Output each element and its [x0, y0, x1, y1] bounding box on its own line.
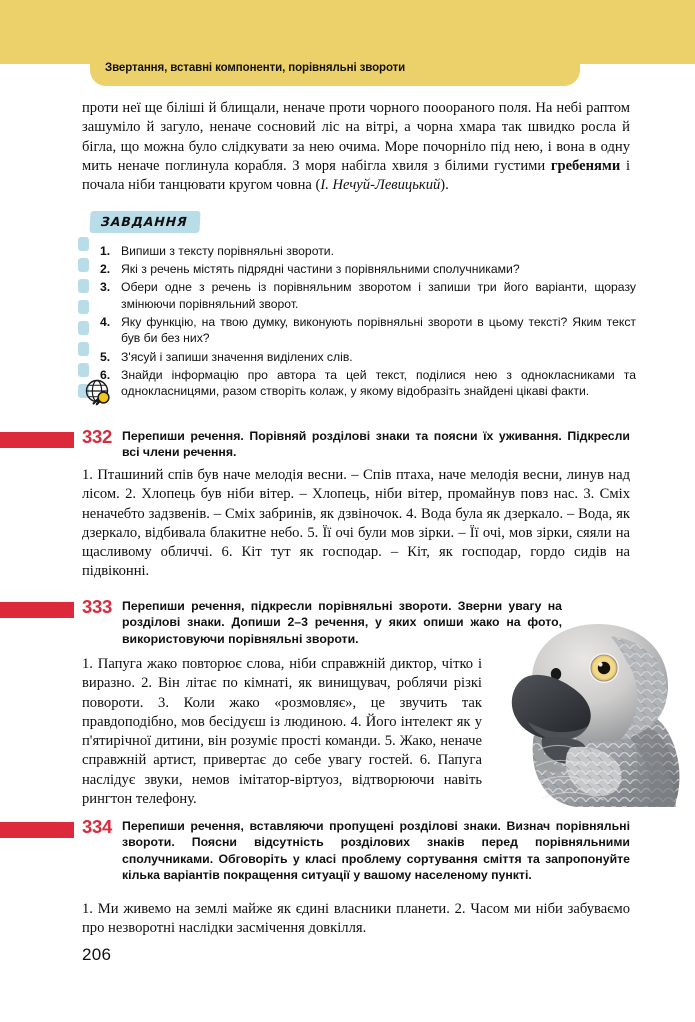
exercise-body-text: 1. Пташиний спів був наче мелодія весни. – Спів птаха, наче мелодія весни, линув над лісом. 2. Хлопець був ніби вітер. – Хлопець, ніби вітер, промайнув повз нас. 3. Сміх неначебто задзвенів. – Сміх забринів, як дзвіночок. 4. Вода була як дзеркало. – Вода, як дзеркало, відбивала блакитне небо. 5. Її очі були мов зірки. – Її очі, мов зірки, сяяли на щасливому обличчі. 6. Кіт тут як господар. – Кіт, як господар, гордо сидів на підвіконні. [82, 467, 630, 580]
exercise-number: 332 [82, 426, 112, 447]
highlighted-word: гребенями [550, 157, 621, 174]
task-text: Випиши з тексту порівняльні звороти. [121, 244, 334, 258]
task-item [96, 314, 636, 347]
exercise-marker-bar [0, 602, 74, 618]
author-attribution: І. Нечуй-Левицький [320, 177, 441, 194]
task-number: 6. [100, 367, 111, 382]
margin-bullet [78, 363, 89, 377]
exercise-marker-bar [0, 822, 74, 838]
task-number: 3. [100, 280, 111, 295]
task-number: 2. [100, 262, 111, 277]
exercise-instruction: Перепиши речення, підкресли порівняльні звороти. Зверни увагу на розділові знаки. Допиши 2–3 речення, у яких опиши жако на фото, використовуючи порівняльні звороти. [122, 599, 562, 646]
task-number: 1. [100, 244, 111, 258]
margin-bullet [78, 279, 89, 293]
intro-text-end: ). [440, 177, 449, 194]
task-text: Які з речень містять підрядні частини з порівняльними сполучниками? [121, 262, 520, 277]
task-item [96, 243, 636, 260]
african-grey-parrot-photo [498, 622, 690, 807]
page-number: 206 [82, 945, 112, 964]
globe-search-icon [84, 378, 114, 408]
margin-bullet [78, 300, 89, 314]
exercise-body-text: 1. Папуга жако повторює слова, ніби справжній диктор, чітко і виразно. 2. Він літає по кімнаті, як винищувач, роблячи різкі повороти. 3. Коли жако «розмовляє», це звучить так правдоподібно, мов бесідуєш із людиною. 4. Його інтелект як у п'ятирічної дитини, він розуміє прості команди. 5. Жако, неначе справжній артист, привертає до себе увагу гостей. 6. Папуга наслідує звуки, немов імітатор-віртуоз, відтворюючи навіть рингтон телефону. [82, 656, 482, 808]
margin-bullet [78, 258, 89, 272]
running-head-title: Звертання, вставні компоненти, порівняльні звороти [105, 62, 406, 74]
tasks-heading-badge: ЗАВДАННЯ [89, 211, 200, 233]
task-item [96, 349, 636, 366]
header-band [0, 0, 695, 64]
task-text: З'ясуй і запиши значення виділених слів. [121, 349, 353, 364]
exercise-instruction: Перепиши речення. Порівняй розділові знаки та поясни їх уживання. Підкресли всі члени речення. [122, 429, 630, 460]
exercise-instruction: Перепиши речення, вставляючи пропущені розділові знаки. Визнач порівняльні звороти. Поясни відсутність розділових знаків перед порівняльними сполучниками. Обговоріть у класі проблему сортування сміття та запропонуйте кілька варіантів покращення ситуації у вашому населеному пункті. [122, 819, 630, 883]
exercise-number: 334 [82, 816, 112, 837]
task-item [96, 261, 636, 278]
margin-bullet [78, 237, 89, 251]
exercise-body-text: 1. Ми живемо на землі майже як єдині власники планети. 2. Часом ми ніби забуваємо про незворотні наслідки засмічення довкілля. [82, 901, 630, 937]
task-item [96, 279, 636, 312]
tasks-list [96, 243, 636, 401]
task-number: 5. [100, 349, 111, 364]
task-text: Обери одне з речень із порівняльним зворотом і запиши три його варіанти, щоразу змінюючи порівняльний зворот. [121, 280, 636, 311]
task-item [96, 367, 636, 400]
intro-text-before: проти неї ще біліші й блищали, неначе проти чорного пооораного поля. На небі раптом зашуміло й загуло, неначе сосновий ліс на вітрі, а чорна хмара так швидко росла й бігла, що можна було слідкувати за нею очима. Море почорніло під нею, і вона в одну мить неначе поглинула корабля. З моря набігла хвиля з білими густими [82, 100, 630, 174]
margin-bullet [78, 321, 89, 335]
task-text: Знайди інформацію про автора та цей текст, поділися нею з однокласниками та однокласницями, разом створіть колаж, у якому відобразіть знайдені цікаві факти. [121, 367, 636, 399]
exercise-number: 333 [82, 596, 112, 617]
margin-bullet [78, 342, 89, 356]
intro-text-after: і почала ніби танцювати кругом човна ( [82, 157, 631, 194]
task-number: 4. [100, 314, 111, 329]
exercise-marker-bar [0, 432, 74, 448]
task-text: Яку функцію, на твою думку, виконують порівняльні звороти в цьому тексті? Яким текст був би без них? [121, 314, 636, 346]
intro-paragraph [82, 99, 630, 195]
